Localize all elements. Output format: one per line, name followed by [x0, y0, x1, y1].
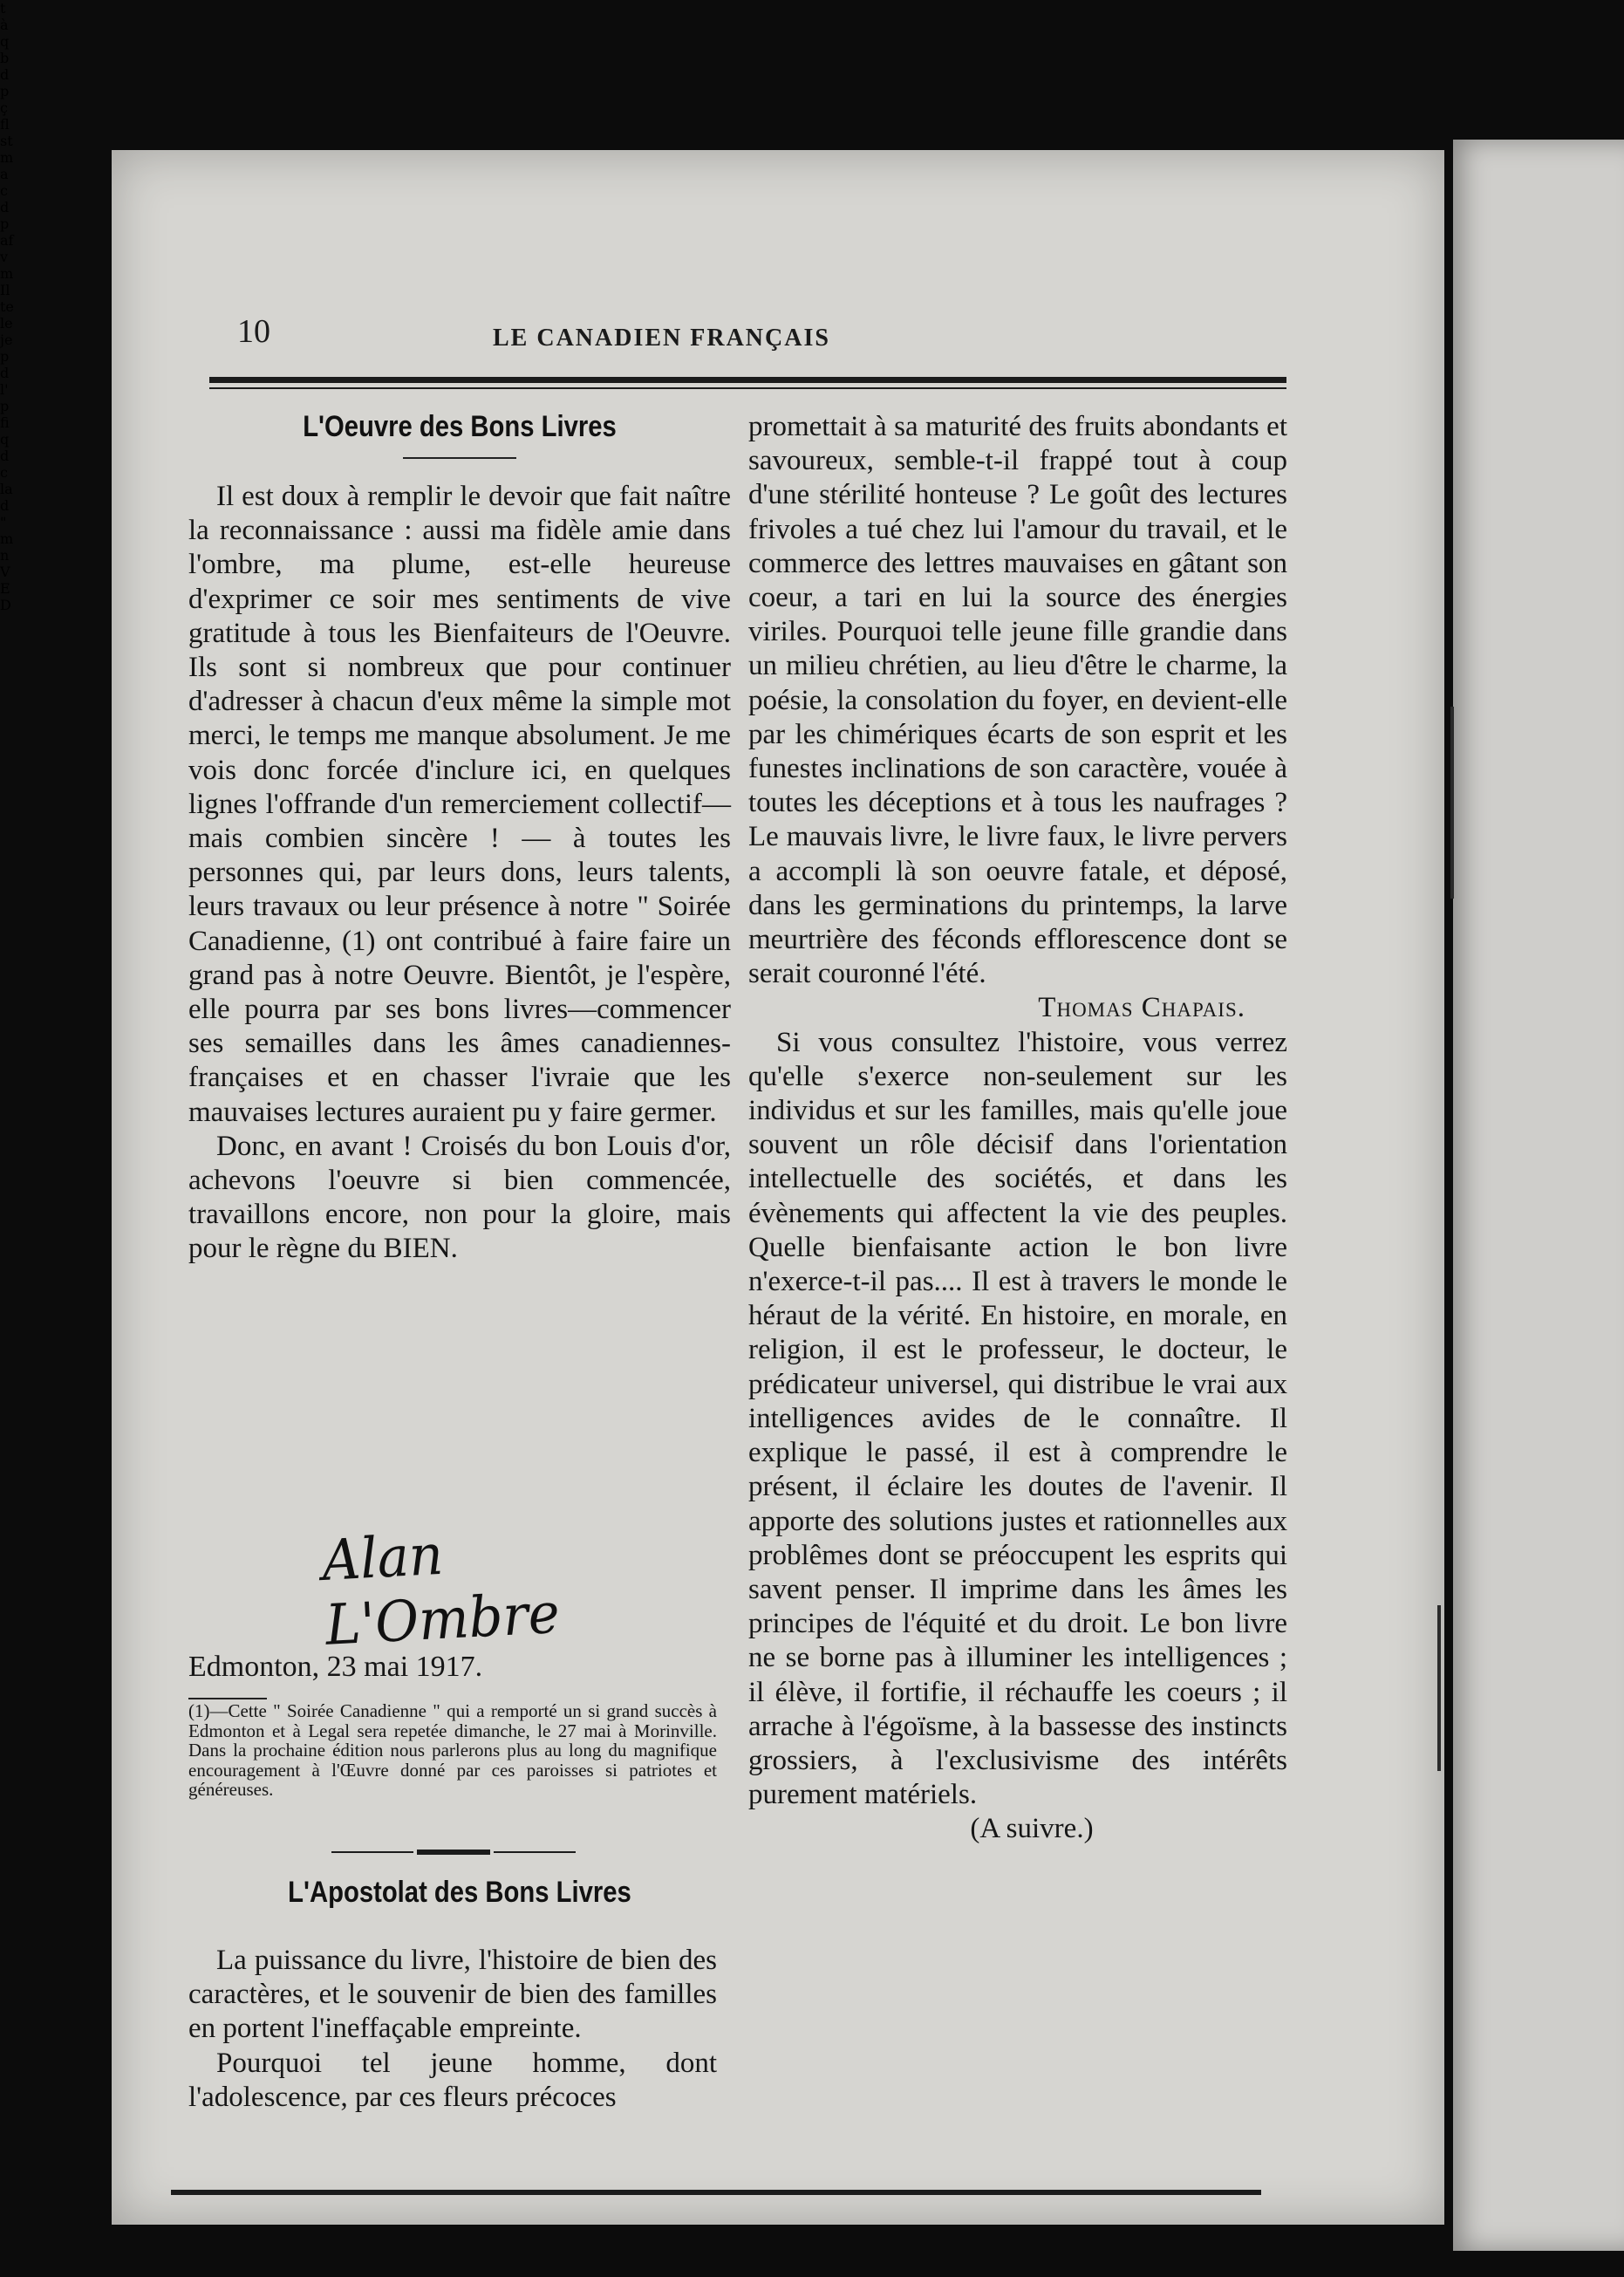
place-date: Edmonton, 23 mai 1917.: [188, 1651, 483, 1683]
adjacent-page-fragment: d: [0, 365, 10, 381]
adjacent-page-fragment: je: [0, 332, 13, 348]
article-apostolat-right: [748, 410, 1287, 1847]
adjacent-page-fragment: m: [0, 530, 14, 547]
separator-right: [494, 1851, 576, 1853]
adjacent-page-fragment: a: [0, 166, 9, 182]
continued-label: (A suivre.): [970, 1813, 1094, 1845]
adjacent-page-fragment: le: [0, 315, 13, 332]
header-rule: [209, 377, 1286, 383]
author-signature: Alan L'Ombre: [320, 1522, 562, 1658]
adjacent-page-fragment: d: [0, 199, 10, 215]
paragraph: promettait à sa maturité des fruits abondants et savoureux, semble-t-il frappé tout à coup d'une stérilité honteuse ? Le goût des lectures frivoles a tué chez lui l'amour du travail, et le commerce des lettres mauvaises en gâtant son coeur, a tari en lui la source des énergies viriles. Pourquoi telle jeune fille grandie dans un milieu chrétien, au lieu d'être le charme, la poésie, la consolation du foyer, en devient-elle par les chimériques écarts de son esprit et les funestes inclinations de son caractère, vouée à toutes les déceptions et à tous les naufrages ? Le mauvais livre, le livre faux, le livre pervers a accompli là son oeuvre fatale, et déposé, dans les germinations du printemps, la larve meurtrière des féconds efflorescence dont se serait couronné l'été.: [748, 411, 1287, 990]
adjacent-page-fragment: q: [0, 33, 10, 50]
adjacent-page-fragment: m: [0, 265, 14, 282]
article-title-apostolat: L'Apostolat des Bons Livres: [288, 1876, 631, 1909]
article-oeuvre-body: [188, 480, 731, 1267]
adjacent-page-fragment: v: [0, 249, 9, 265]
adjacent-page-fragment: m: [0, 149, 14, 166]
adjacent-page-fragment: d: [0, 448, 10, 464]
adjacent-page-fragment: c: [0, 182, 8, 199]
adjacent-page-fragment: t: [0, 0, 6, 17]
adjacent-page-fragment: p: [0, 83, 10, 99]
separator-left: [331, 1851, 413, 1853]
adjacent-page-fragment: fl: [0, 116, 10, 133]
adjacent-page-fragment: af: [0, 232, 14, 249]
adjacent-page-fragment: p: [0, 215, 10, 232]
adjacent-page-fragment: la: [0, 481, 13, 497]
separator-center: [417, 1850, 490, 1855]
page-fold-mark: [1437, 1605, 1441, 1771]
paragraph: Pourquoi tel jeune homme, dont l'adolescence, par ces fleurs précoces: [188, 2047, 717, 2113]
adjacent-page-fragment: p: [0, 398, 10, 414]
adjacent-page-fragment: c: [0, 464, 8, 481]
adjacent-page-fragment: b: [0, 50, 10, 66]
paragraph: Si vous consultez l'histoire, vous verrez qu'elle s'exerce non-seulement sur les individus et sur les familles, mais qu'elle joue souvent un rôle décisif dans l'orientation intellectuelle des sociétés, et dans les évènements qui affectent la vie des peuples. Quelle bienfaisante action le bon livre n'exerce-t-il pas.... Il est à travers le monde le héraut de la vérité. En histoire, en morale, en religion, il est le professeur, le docteur, le prédicateur universel, qui distribue le vrai aux intelligences avides de le connaître. Il explique le passé, il est à comprendre le présent, il éclaire les doutes de l'avenir. Il apporte des solutions justes et rationnelles aux problêmes dont se préoccupent les esprits qui savent penser. Il imprime dans les âmes les principes de l'équité et du droit. Le bon livre ne se borne pas à illuminer les intelligences ; il élève, il fortifie, il réchauffe les coeurs ; il arrache à l'égoïsme, à la bassesse des instincts grossiers, à l'exclusivisme des intérêts purement matériels.: [748, 1026, 1287, 1811]
footer-rule: [171, 2190, 1261, 2195]
footnote: (1)—Cette " Soirée Canadienne " qui a remporté un si grand succès à Edmonton et à Legal sera repetée dimanche, le 27 mai à Morinville. Dans la prochaine édition nous parlerons plus au long du magnifique encouragement à l'Œuvre donné par ces paroisses si patriotes et généreuses.: [188, 1700, 717, 1800]
adjacent-page-fragment: Il: [0, 282, 10, 298]
paragraph: Donc, en avant ! Croisés du bon Louis d'or, achevons l'oeuvre si bien commencée, travaillons encore, non pour la gloire, mais pour le règne du BIEN.: [188, 1130, 731, 1265]
adjacent-page-fragment: ç: [0, 99, 8, 116]
adjacent-page-fragment: d: [0, 66, 10, 83]
adjacent-page-fragment: q: [0, 431, 10, 448]
adjacent-page-fragment: p: [0, 348, 10, 365]
adjacent-page-fragment: l': [0, 381, 9, 398]
adjacent-page-fragment: te: [0, 298, 14, 315]
paragraph: Il est doux à remplir le devoir que fait naître la reconnaissance : aussi ma fidèle amie dans l'ombre, ma plume, est-elle heureuse d'exprimer ce soir mes sentiments de vive gratitude à tous les Bienfaiteurs de l'Oeuvre. Ils sont si nombreux que pour continuer d'adresser à chacun d'eux même la simple mot merci, le temps me manque absolument. Je me vois donc forcée d'inclure ici, en quelques lignes l'offrande d'un remerciement collectif—mais combien sincère ! — à toutes les personnes qui, par leurs dons, leurs talents, leurs travaux ou leur présence à notre " Soirée Canadienne, (1) ont contribué à faire faire un grand pas à notre Oeuvre. Bientôt, je l'espère, elle pourra par ses bons livres—commencer ses semailles dans les âmes canadiennes-françaises et en chasser l'ivraie que les mauvaises lectures auraient pu y faire germer.: [188, 481, 731, 1128]
paragraph: La puissance du livre, l'histoire de bien des caractères, et le souvenir de bien des familles en portent l'ineffaçable empreinte.: [188, 1945, 717, 2045]
article-title-oeuvre: L'Oeuvre des Bons Livres: [303, 410, 617, 443]
header-rule-thin: [209, 387, 1286, 389]
page-number: 10: [237, 313, 270, 350]
title-underline: [403, 457, 516, 459]
adjacent-page-fragment: E: [0, 580, 10, 597]
adjacent-page-fragment: st: [0, 133, 13, 149]
adjacent-page-fragment: V: [0, 564, 10, 580]
footnote-rule: [188, 1698, 267, 1699]
adjacent-page-fragment: n: [0, 547, 10, 564]
adjacent-page-edge: [1453, 140, 1624, 2251]
adjacent-page-fragment: D: [0, 597, 11, 613]
page-fold-mark: [1450, 707, 1454, 899]
adjacent-page-fragment: à: [0, 17, 9, 33]
article-apostolat-left: [188, 1944, 717, 2115]
quote-author: Thomas Chapais.: [1038, 992, 1245, 1024]
adjacent-page-fragment: fi: [0, 414, 10, 431]
adjacent-page-fragment: ": [0, 514, 7, 530]
adjacent-page-fragment: d: [0, 497, 10, 514]
journal-title: LE CANADIEN FRANÇAIS: [493, 325, 830, 352]
